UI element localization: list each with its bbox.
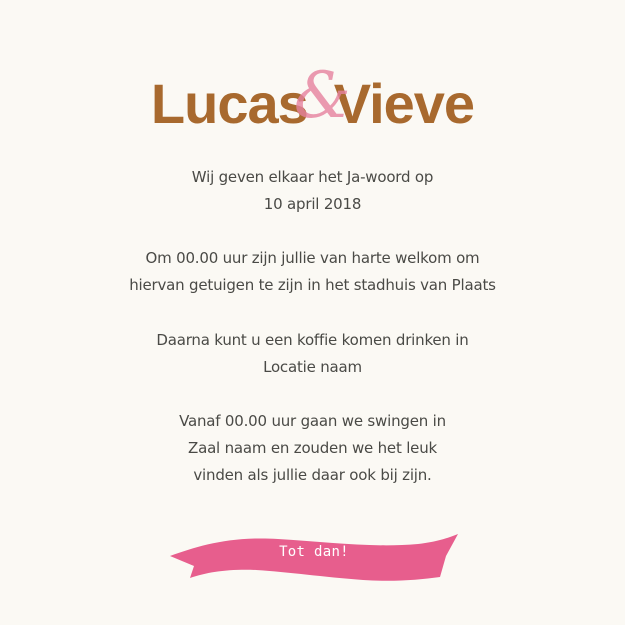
paragraph-line: Vanaf 00.00 uur gaan we swingen in — [179, 412, 446, 430]
paragraph-line: 10 april 2018 — [263, 195, 362, 213]
paragraph-party — [0, 408, 625, 489]
paragraph-line: Daarna kunt u een koffie komen drinken in — [156, 331, 469, 349]
paragraph-date — [0, 164, 625, 218]
paragraph-line: Om 00.00 uur zijn jullie van harte welkom om — [145, 249, 480, 267]
paragraph-line: vinden als jullie daar ook bij zijn. — [193, 466, 432, 484]
ribbon-text: Tot dan! — [279, 544, 349, 560]
couple-names — [0, 59, 625, 144]
paragraph-line: Wij geven elkaar het Ja-woord op — [191, 168, 434, 186]
paragraph-coffee — [0, 327, 625, 381]
paragraph-line: hiervan getuigen te zijn in het stadhuis van Plaats — [129, 276, 496, 294]
paragraph-line: Locatie naam — [263, 358, 362, 376]
name-bride: Vieve — [333, 72, 475, 135]
ribbon-banner — [168, 530, 460, 585]
paragraph-line: Zaal naam en zouden we het leuk — [188, 439, 437, 457]
name-groom: Lucas — [150, 72, 308, 135]
paragraph-ceremony — [0, 245, 625, 299]
ampersand-glyph: & — [293, 59, 350, 133]
